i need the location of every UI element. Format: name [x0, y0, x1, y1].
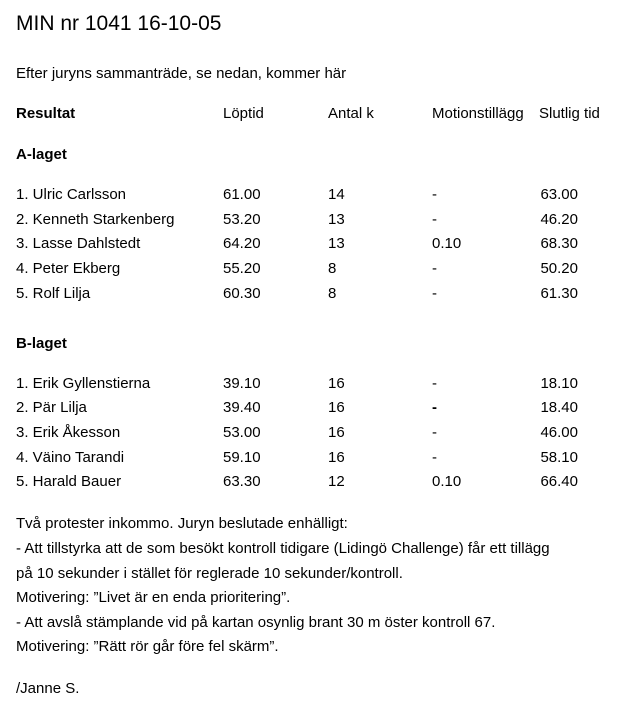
- result-name: 4. Väino Tarandi: [16, 449, 125, 466]
- result-final: 46.20: [540, 211, 578, 228]
- result-time: 60.30: [223, 285, 261, 302]
- result-controls: 13: [328, 235, 345, 252]
- result-name: 5. Rolf Lilja: [16, 285, 91, 302]
- result-bonus: 0.10: [432, 473, 462, 490]
- result-time: 64.20: [223, 235, 261, 252]
- result-bonus: -: [432, 375, 437, 392]
- protest-line: på 10 sekunder i stället för reglerade 10 sekunder/kontroll.: [16, 565, 403, 582]
- protest-line: Motivering: ”Rätt rör går före fel skärm”.: [16, 638, 279, 655]
- result-bonus: 0.10: [432, 235, 462, 252]
- signature: /Janne S.: [16, 680, 80, 697]
- result-bonus: -: [432, 424, 437, 441]
- result-final: 18.40: [540, 399, 578, 416]
- page-title: MIN nr 1041 16-10-05: [16, 12, 222, 35]
- result-bonus: -: [432, 186, 437, 203]
- result-name: 4. Peter Ekberg: [16, 260, 121, 277]
- result-controls: 16: [328, 449, 345, 466]
- header-bonus: Motionstillägg: [432, 105, 524, 122]
- result-final: 46.00: [540, 424, 578, 441]
- result-bonus: -: [432, 449, 437, 466]
- result-controls: 14: [328, 186, 345, 203]
- result-bonus: -: [432, 285, 437, 302]
- result-controls: 16: [328, 375, 345, 392]
- result-final: 61.30: [540, 285, 578, 302]
- result-time: 63.30: [223, 473, 261, 490]
- result-name: 2. Kenneth Starkenberg: [16, 211, 175, 228]
- protest-line: Motivering: ”Livet är en enda prioritering”.: [16, 589, 291, 606]
- result-time: 39.10: [223, 375, 261, 392]
- team-a-heading: A-laget: [16, 146, 67, 163]
- protest-line: - Att avslå stämplande vid på kartan osynlig brant 30 m öster kontroll 67.: [16, 614, 496, 631]
- protest-line: Två protester inkommo. Juryn beslutade enhälligt:: [16, 515, 348, 532]
- result-final: 68.30: [540, 235, 578, 252]
- result-time: 39.40: [223, 399, 261, 416]
- header-controls: Antal k: [328, 105, 374, 122]
- result-controls: 8: [328, 260, 337, 277]
- result-controls: 13: [328, 211, 345, 228]
- result-bonus: -: [432, 211, 437, 228]
- result-name: 3. Erik Åkesson: [16, 424, 121, 441]
- result-controls: 12: [328, 473, 345, 490]
- result-name: 5. Harald Bauer: [16, 473, 122, 490]
- result-time: 55.20: [223, 260, 261, 277]
- header-final: Slutlig tid: [539, 105, 600, 122]
- result-name: 1. Erik Gyllenstierna: [16, 375, 151, 392]
- team-b-heading: B-laget: [16, 335, 67, 352]
- result-bonus: -: [432, 260, 437, 277]
- result-time: 53.20: [223, 211, 261, 228]
- result-time: 61.00: [223, 186, 261, 203]
- result-controls: 16: [328, 424, 345, 441]
- result-name: 1. Ulric Carlsson: [16, 186, 127, 203]
- result-time: 59.10: [223, 449, 261, 466]
- result-name: 2. Pär Lilja: [16, 399, 87, 416]
- intro-text: Efter juryns sammanträde, se nedan, kommer här: [16, 65, 347, 82]
- result-final: 66.40: [540, 473, 578, 490]
- result-controls: 8: [328, 285, 337, 302]
- result-final: 18.10: [540, 375, 578, 392]
- result-controls: 16: [328, 399, 345, 416]
- result-time: 53.00: [223, 424, 261, 441]
- result-final: 50.20: [540, 260, 578, 277]
- header-run-time: Löptid: [223, 105, 264, 122]
- result-final: 63.00: [540, 186, 578, 203]
- protest-line: - Att tillstyrka att de som besökt kontroll tidigare (Lidingö Challenge) får ett tillägg: [16, 540, 550, 557]
- result-name: 3. Lasse Dahlstedt: [16, 235, 141, 252]
- header-result: Resultat: [16, 105, 76, 122]
- result-bonus: -: [432, 399, 437, 416]
- result-final: 58.10: [540, 449, 578, 466]
